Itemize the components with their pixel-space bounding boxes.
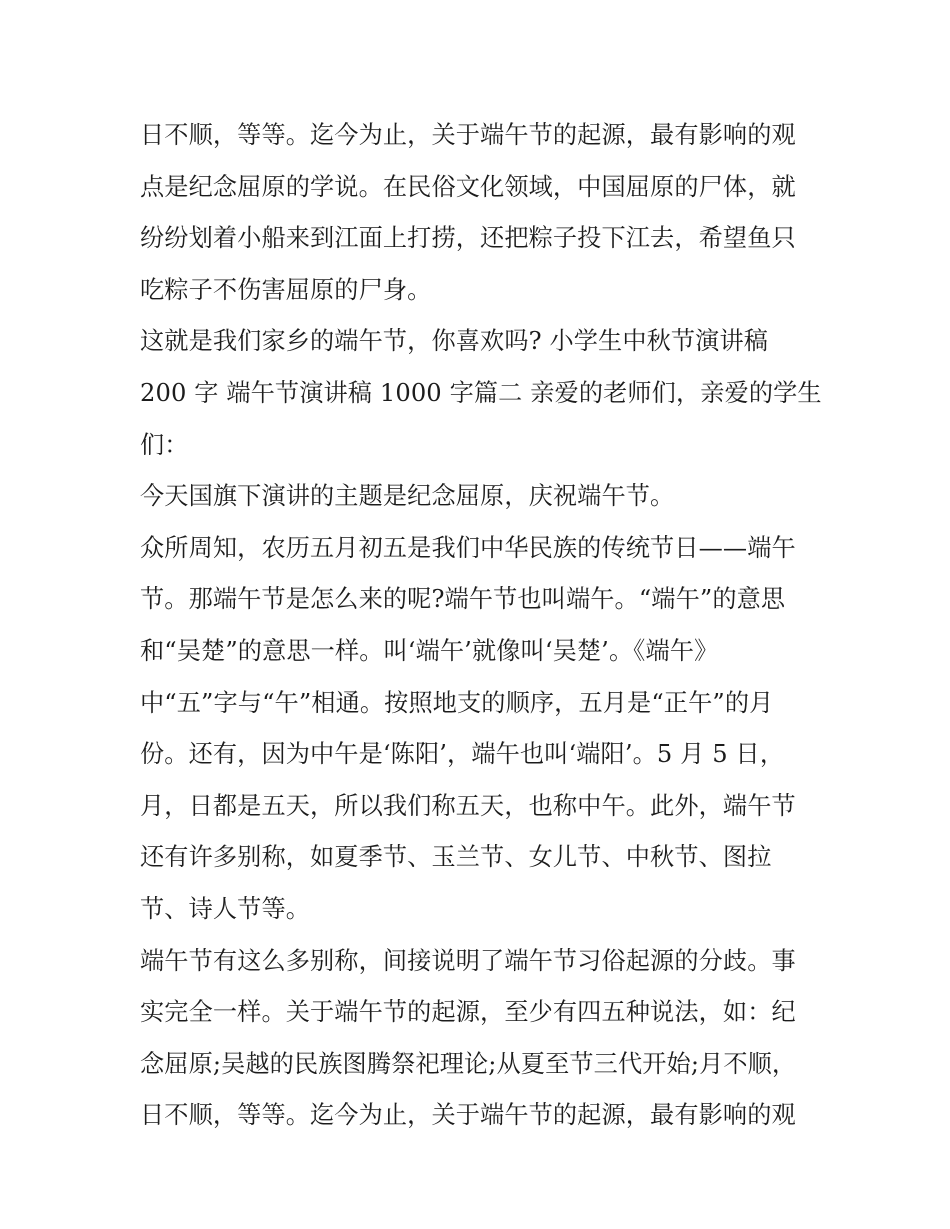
text-line: 节、诗人节等。 [140, 894, 311, 923]
document-body [140, 110, 830, 1142]
text-line: 纷纷划着小船来到江面上打捞，还把粽子投下江去，希望鱼只 [140, 224, 796, 253]
text-line: 端午节有这么多别称，间接说明了端午节习俗起源的分歧。事 [140, 946, 796, 975]
text-line: 们： [140, 430, 189, 459]
text-line: 这就是我们家乡的端午节，你喜欢吗? 小学生中秋节演讲稿 [140, 327, 769, 356]
text-line: 念屈原;吴越的民族图腾祭祀理论;从夏至节三代开始;月不顺， [140, 1049, 797, 1078]
text-line: 月，日都是五天，所以我们称五天，也称中午。此外，端午节 [140, 791, 796, 820]
text-line: 和“吴楚”的意思一样。叫‘端午’就像叫‘吴楚’。《端午》 [140, 636, 719, 665]
text-line: 中“五”字与“午”相通。按照地支的顺序，五月是“正午”的月 [140, 688, 774, 717]
text-line: 今天国旗下演讲的主题是纪念屈原，庆祝端午节。 [140, 482, 675, 511]
text-line: 众所周知，农历五月初五是我们中华民族的传统节日——端午 [140, 533, 796, 562]
text-line: 点是纪念屈原的学说。在民俗文化领域，中国屈原的尸体，就 [140, 172, 796, 201]
text-line: 日不顺，等等。迄今为止，关于端午节的起源，最有影响的观 [140, 1101, 796, 1130]
text-line: 实完全一样。关于端午节的起源，至少有四五种说法，如：纪 [140, 998, 796, 1027]
text-line: 日不顺，等等。迄今为止，关于端午节的起源，最有影响的观 [140, 121, 796, 149]
text-line: 还有许多别称，如夏季节、玉兰节、女儿节、中秋节、图拉 [140, 843, 772, 872]
text-line: 份。还有，因为中午是‘陈阳’，端午也叫‘端阳’。5 月 5 日， [140, 740, 785, 769]
text-line: 节。那端午节是怎么来的呢?端午节也叫端午。“端午”的意思 [140, 585, 786, 614]
text-line: 吃粽子不伤害屈原的尸身。 [140, 275, 432, 304]
text-line: 200 字 端午节演讲稿 1000 字篇二 亲爱的老师们，亲爱的学生 [140, 378, 822, 407]
